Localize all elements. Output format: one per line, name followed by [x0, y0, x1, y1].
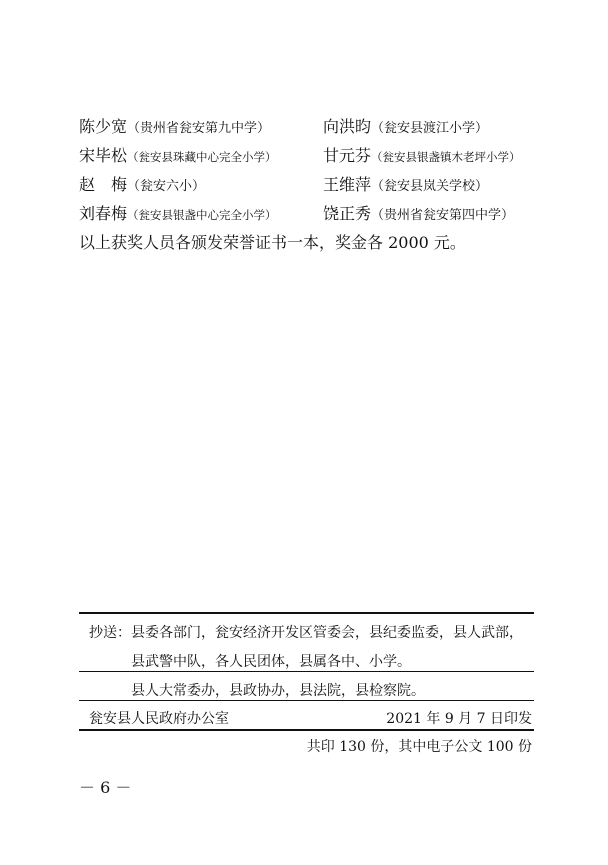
awardee-name: 饶正秀 — [323, 204, 372, 223]
awardee-entry — [79, 172, 205, 195]
divider — [79, 671, 534, 672]
awardee-unit: （瓮安县银盏镇木老坪小学） — [371, 150, 521, 164]
awardee-name: 宋毕松 — [79, 146, 128, 165]
awardee-unit: （瓮安县银盏中心完全小学） — [127, 208, 277, 222]
awardee-name: 王维萍 — [323, 175, 372, 194]
issuer: 瓮安县人民政府办公室 — [89, 711, 229, 727]
cc-line: 县武警中队，各人民团体，县属各中、小学。 — [131, 654, 411, 670]
awardee-name: 甘元芬 — [323, 146, 372, 165]
awardee-entry — [323, 114, 488, 137]
top-rule — [79, 612, 534, 614]
award-statement: 以上获奖人员各颁发荣誉证书一本，奖金各 2000 元。 — [79, 233, 466, 252]
awardee-unit: （贵州省瓮安第九中学） — [127, 121, 271, 136]
page-number: － 6 － — [79, 778, 132, 797]
awardee-entry — [323, 143, 521, 166]
awardee-unit: （贵州省瓮安第四中学） — [371, 208, 515, 223]
awardee-unit: （瓮安县岚关学校） — [371, 179, 489, 194]
awardee-entry — [79, 114, 270, 137]
awardee-entry — [79, 143, 277, 166]
awardee-unit: （瓮安县渡江小学） — [371, 121, 489, 136]
awardee-name: 向洪昀 — [323, 117, 372, 136]
awardee-name: 陈少宽 — [79, 117, 128, 136]
awardee-name: 刘春梅 — [79, 204, 128, 223]
awardee-unit: （瓮安县珠藏中心完全小学） — [127, 150, 277, 164]
bottom-rule — [79, 729, 534, 731]
cc-line: 县人大常委办，县政协办，县法院，县检察院。 — [131, 683, 425, 699]
cc-label: 抄送： — [89, 625, 131, 641]
issue-date: 2021 年 9 月 7 日印发 — [386, 711, 532, 727]
awardee-entry — [323, 201, 514, 224]
print-count: 共印 130 份，其中电子公文 100 份 — [306, 739, 532, 755]
divider — [79, 700, 534, 701]
awardee-entry — [79, 201, 277, 224]
awardee-unit: （瓮安六小） — [127, 179, 206, 194]
cc-line: 县委各部门，瓮安经济开发区管委会，县纪委监委，县人武部， — [131, 625, 523, 641]
awardee-entry — [323, 172, 488, 195]
awardee-name: 赵 梅 — [79, 175, 128, 194]
